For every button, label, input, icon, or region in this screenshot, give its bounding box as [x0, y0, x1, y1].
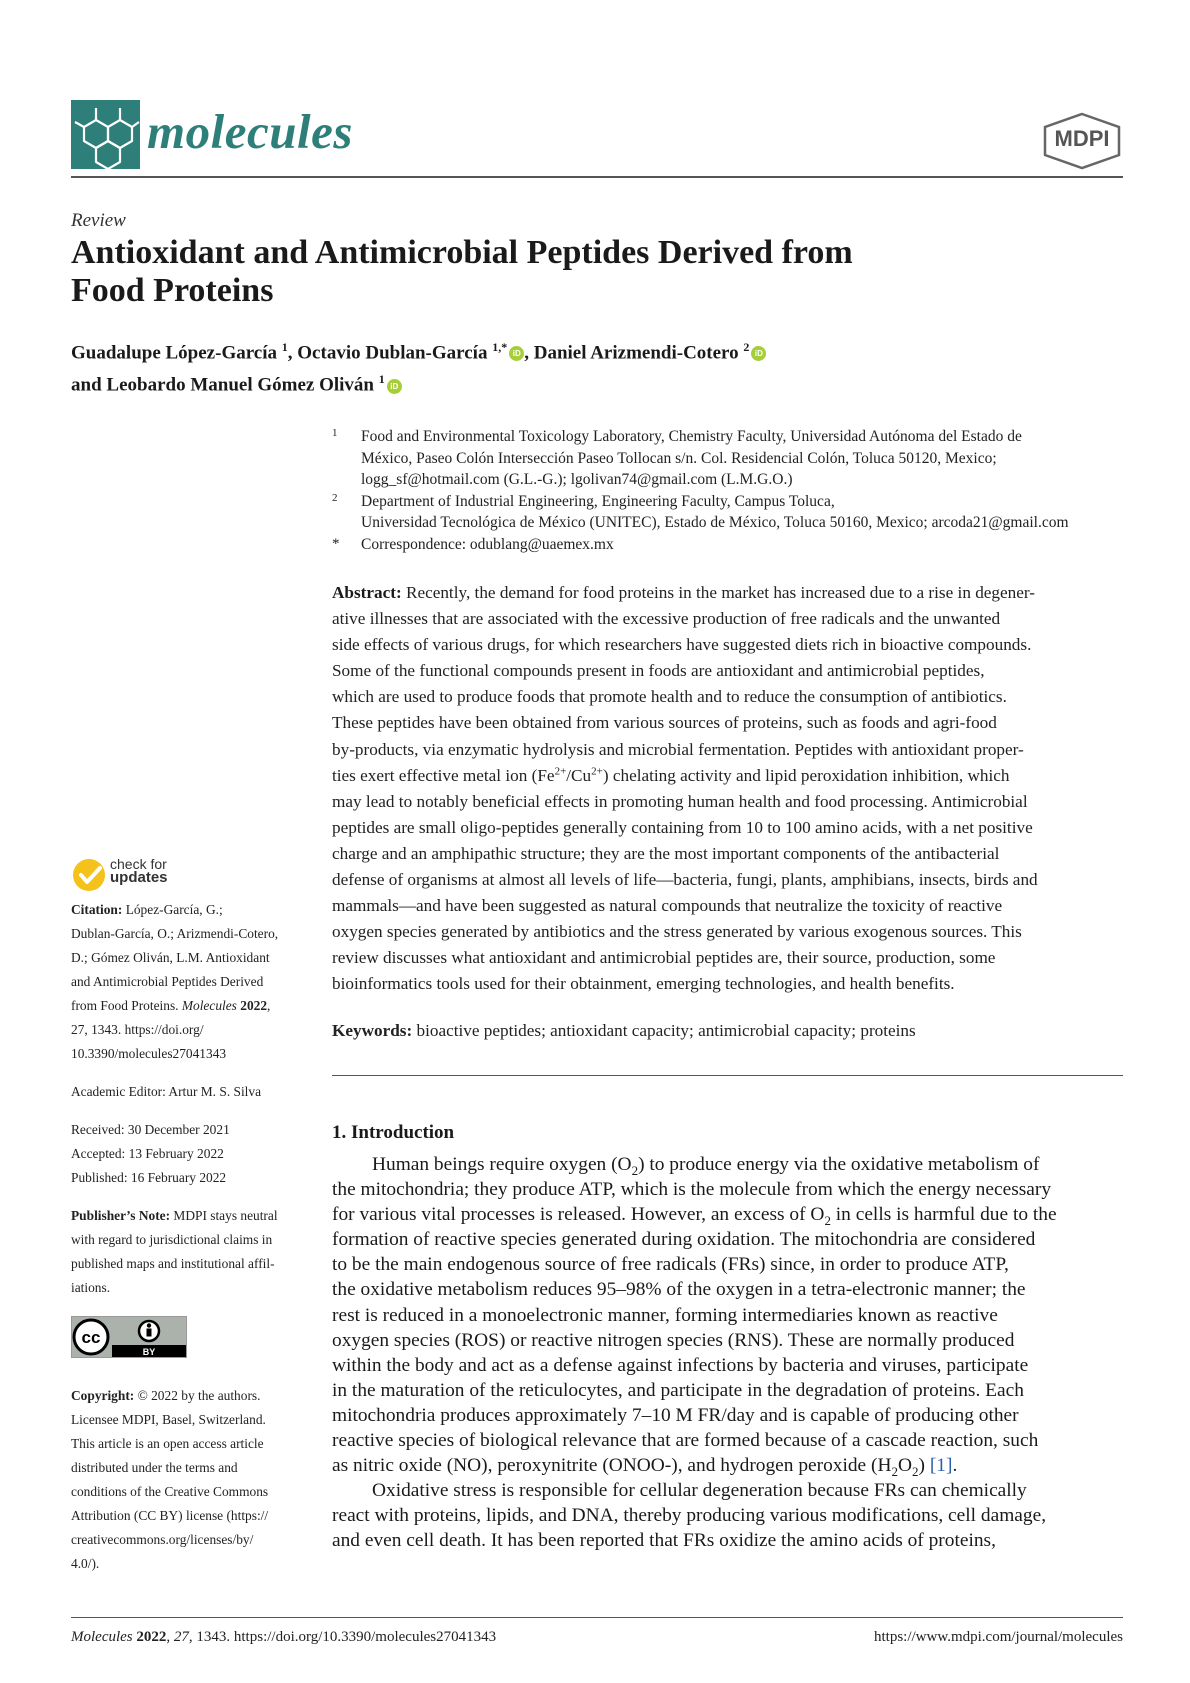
abstract-line	[332, 632, 1122, 658]
keywords	[332, 1021, 1122, 1041]
body-text: for various vital processes is released. However, an excess of O	[332, 1204, 825, 1226]
paragraph-line	[332, 1403, 1122, 1428]
section-heading: 1. Introduction	[332, 1122, 455, 1143]
article-title	[71, 234, 1071, 310]
author-name[interactable]: Octavio Dublan-García	[297, 342, 488, 364]
paragraph-line	[332, 1378, 1122, 1403]
academic-editor: Academic Editor: Artur M. S. Silva	[71, 1084, 262, 1099]
affiliation-marker: 1	[378, 372, 385, 387]
publisher-note-text: with regard to jurisdictional claims in	[71, 1232, 273, 1247]
author-name[interactable]: Guadalupe López-García	[71, 342, 278, 364]
abstract-text: These peptides have been obtained from various sources of proteins, such as foods and agri-food	[332, 713, 997, 733]
copyright-line	[71, 1480, 307, 1504]
paragraph-line	[332, 1353, 1122, 1378]
affiliation-line: Food and Environmental Toxicology Laboratory, Chemistry Faculty, Universidad Autónoma del Estado de	[361, 428, 1022, 445]
abstract-divider	[332, 1075, 1123, 1076]
abstract-text: side effects of various drugs, for which researchers have suggested diets rich in bioactive compounds.	[332, 635, 1032, 655]
copyright-line	[71, 1384, 307, 1408]
publisher-note-text: published maps and institutional affil-	[71, 1256, 275, 1271]
citation-line	[71, 898, 307, 922]
publisher-name: MDPI	[1054, 126, 1110, 151]
ion-charge: 2+	[554, 764, 567, 777]
subscript: 2	[891, 1464, 898, 1479]
body-text: rest is reduced in a monoelectronic manner, forming intermediaries known as reactive	[332, 1304, 998, 1326]
footer-journal-url[interactable]: https://www.mdpi.com/journal/molecules	[874, 1629, 1123, 1645]
abstract-text: Some of the functional compounds present in foods are antioxidant and antimicrobial peptides,	[332, 661, 985, 681]
paragraph-line	[332, 1328, 1122, 1353]
footer-volume: 27	[173, 1629, 189, 1645]
abstract-text: by-products, via enzymatic hydrolysis and microbial fermentation. Peptides with antioxidant proper-	[332, 739, 1024, 759]
paragraph-line	[332, 1303, 1122, 1328]
abstract-line	[332, 815, 1122, 841]
affiliation-line: Correspondence: odublang@uaemex.mx	[361, 535, 614, 553]
paragraph-line	[332, 1252, 1122, 1277]
orcid-icon[interactable]: iD	[751, 346, 766, 361]
abstract-text: ) chelating activity and lipid peroxidation inhibition, which	[602, 765, 1010, 785]
body-text: Human beings require oxygen (O	[372, 1154, 632, 1175]
affiliation-marker: 1	[281, 340, 288, 354]
body-text: in the maturation of the reticulocytes, and participate in the degradation of proteins. Each	[332, 1379, 1024, 1401]
publisher-note	[71, 1204, 307, 1300]
abstract-line	[332, 893, 1122, 919]
author-conjunction: and	[71, 374, 102, 396]
copyright-text: This article is an open access article	[71, 1436, 264, 1451]
abstract-text: mammals—and have been suggested as natural compounds that neutralize the toxicity of reactive	[332, 896, 1003, 916]
citation-journal: Molecules	[181, 998, 237, 1013]
author-list: Guadalupe López-García $^1$, Octavio Dublan-García $^{1,*}$ iD , Daniel Arizmendi-Cotero $^2$ iD and Leobardo Manuel Gómez Oliván $^1$ iD	[71, 334, 1071, 399]
abstract-line	[332, 945, 1122, 971]
abstract-line	[332, 606, 1122, 632]
abstract-line	[332, 684, 1122, 710]
subscript: 2	[912, 1464, 919, 1479]
abstract-text: ties exert effective metal ion (Fe	[332, 765, 555, 785]
body-text: oxygen species (ROS) or reactive nitrogen species (RNS). These are normally produced	[332, 1329, 1015, 1351]
paragraph-line	[332, 1528, 1122, 1553]
abstract-text: defense of organisms at almost all levels of life—bacteria, fungi, plants, amphibians, insects, birds and	[332, 870, 1038, 890]
subscript: 2	[631, 1162, 639, 1178]
copyright-text: Licensee MDPI, Basel, Switzerland.	[71, 1412, 266, 1427]
affiliations	[332, 426, 1132, 555]
sidebar	[71, 898, 307, 1576]
abstract-text: ative illnesses that are associated with the excessive production of free radicals and the unwanted	[332, 609, 1001, 629]
affiliation-mark: 2	[332, 491, 338, 504]
check-for-updates-label[interactable]	[110, 857, 168, 885]
body-text: Oxidative stress is responsible for cellular degeneration because FRs can chemically	[372, 1480, 1027, 1502]
title-line: Antioxidant and Antimicrobial Peptides Derived from	[71, 234, 853, 271]
body-text: ) to produce energy via the oxidative metabolism of	[638, 1154, 1040, 1175]
keywords-text: bioactive peptides; antioxidant capacity; antimicrobial capacity; proteins	[416, 1021, 916, 1040]
affiliation-marker: 2	[743, 340, 750, 354]
copyright-text: creativecommons.org/licenses/by/	[71, 1532, 254, 1547]
check-text-line2: updates	[110, 869, 168, 886]
keywords-label: Keywords:	[332, 1021, 413, 1040]
abstract-line	[332, 867, 1122, 893]
orcid-icon[interactable]: iD	[387, 379, 402, 394]
citation-line	[71, 994, 307, 1018]
citation-text: ,	[267, 998, 271, 1013]
copyright-line	[71, 1456, 307, 1480]
creative-commons-icon	[72, 1317, 186, 1357]
footer-citation: Molecules 2022, 27, 1343. https://doi.org/10.3390/molecules27041343	[71, 1629, 497, 1645]
citation-line	[71, 1042, 307, 1066]
citation-year: 2022	[240, 998, 268, 1013]
cc-text: cc	[81, 1328, 101, 1347]
body-text: )	[918, 1455, 930, 1477]
copyright-line	[71, 1504, 307, 1528]
copyright-text: conditions of the Creative Commons	[71, 1484, 269, 1499]
abstract-text: oxygen species generated by antibiotics and the stress generated by various exogenous sources. This	[332, 922, 1022, 942]
citation-text: 10.3390/molecules27041343	[71, 1046, 227, 1061]
abstract-label: Abstract:	[332, 583, 402, 602]
citation-text: Dublan-García, O.; Arizmendi-Cotero,	[71, 926, 279, 941]
abstract-text: bioinformatics tools used for their obtainment, emerging technologies, and health benefits.	[332, 974, 955, 994]
abstract-text: /Cu	[566, 765, 592, 785]
ion-charge: 2+	[591, 764, 603, 777]
copyright-line	[71, 1432, 307, 1456]
body-text: to be the main endogenous source of free radicals (FRs) since, in order to produce ATP,	[332, 1254, 1009, 1276]
affiliation-item	[332, 491, 1132, 534]
abstract-line	[332, 737, 1122, 763]
paragraph-line	[332, 1202, 1122, 1227]
introduction-body	[332, 1152, 1122, 1554]
footer-doi[interactable]: , 1343. https://doi.org/10.3390/molecules27041343	[188, 1629, 497, 1645]
footer-journal: Molecules	[71, 1629, 133, 1645]
paragraph-line	[332, 1177, 1122, 1202]
citation-block	[71, 898, 307, 1066]
copyright-label: Copyright:	[71, 1388, 135, 1403]
molecule-hexagon-logo	[71, 100, 140, 169]
copyright-line	[71, 1408, 307, 1432]
by-text: BY	[142, 1347, 156, 1357]
citation-text: López-García, G.;	[125, 902, 223, 917]
copyright-line	[71, 1552, 307, 1576]
abstract-line	[332, 658, 1122, 684]
affiliation-item	[332, 426, 1132, 491]
affiliation-line: logg_sf@hotmail.com (G.L.-G.); lgolivan74@gmail.com (L.M.G.O.)	[361, 471, 793, 488]
paragraph-line	[332, 1277, 1122, 1302]
journal-name: molecules	[147, 104, 353, 159]
published-date: Published: 16 February 2022	[71, 1170, 227, 1185]
publisher-note-label: Publisher’s Note:	[71, 1208, 171, 1223]
affiliation-marker: 1,*	[492, 340, 508, 354]
affiliation-line: Department of Industrial Engineering, Engineering Faculty, Campus Toluca,	[361, 492, 835, 510]
citation-line	[71, 946, 307, 970]
check-for-updates-badge[interactable]	[71, 855, 111, 895]
abstract-line	[332, 919, 1122, 945]
header-divider	[71, 176, 1123, 178]
abstract-line	[332, 789, 1122, 815]
title-line: Food Proteins	[71, 272, 274, 309]
publisher-note-text: iations.	[71, 1280, 111, 1295]
copyright-text: © 2022 by the authors.	[137, 1388, 261, 1403]
abstract-text: Recently, the demand for food proteins in the market has increased due to a rise in degener-	[405, 583, 1035, 602]
body-text: and even cell death. It has been reported that FRs oxidize the amino acids of proteins,	[332, 1530, 996, 1552]
paragraph-line	[332, 1503, 1122, 1528]
citation-line	[71, 970, 307, 994]
body-text: react with proteins, lipids, and DNA, thereby producing various modifications, cell damage,	[332, 1505, 1047, 1527]
abstract-text: which are used to produce foods that promote health and to reduce the consumption of antibiotics.	[332, 687, 1007, 707]
footer-divider	[71, 1617, 1123, 1618]
author-name[interactable]: Daniel Arizmendi-Cotero	[533, 342, 739, 364]
orcid-icon[interactable]: iD	[509, 346, 524, 361]
body-text: the oxidative metabolism reduces 95–98% of the oxygen in a tetra-electronic manner; the	[332, 1279, 1026, 1301]
body-text: as nitric oxide (NO), peroxynitrite (ONOO-), and hydrogen peroxide (H	[332, 1455, 892, 1477]
abstract-text: peptides are small oligo-peptides generally containing from 10 to 100 amino acids, with a net positive	[332, 817, 1033, 837]
affiliation-mark: *	[332, 535, 340, 552]
citation-text: D.; Gómez Oliván, L.M. Antioxidant	[71, 950, 270, 965]
mdpi-logo[interactable]	[1041, 112, 1123, 170]
abstract-line	[332, 841, 1122, 867]
footer-year: 2022	[136, 1629, 167, 1645]
citation-text: from Food Proteins.	[71, 998, 182, 1013]
abstract	[332, 580, 1122, 998]
check-text-line1: check for	[110, 856, 167, 872]
body-text: .	[952, 1455, 958, 1477]
publisher-note-line	[71, 1252, 307, 1276]
body-text: in cells is harmful due to the	[830, 1204, 1057, 1226]
journal-logo	[71, 100, 140, 169]
abstract-text: charge and an amphipathic structure; they are the most important components of the antibacterial	[332, 843, 1000, 863]
citation-label: Citation:	[71, 902, 123, 917]
publisher-note-line	[71, 1228, 307, 1252]
affiliation-item	[332, 534, 1132, 556]
paragraph-line	[332, 1227, 1122, 1252]
citation-text: and Antimicrobial Peptides Derived	[71, 974, 264, 989]
article-type: Review	[71, 210, 126, 231]
abstract-text: may lead to notably beneficial effects in promoting human health and food processing. Antimicrobial	[332, 791, 1028, 811]
cc-by-license-badge[interactable]	[71, 1316, 187, 1358]
citation-link[interactable]: [1]	[929, 1455, 953, 1477]
paragraph-line	[332, 1152, 1122, 1177]
body-text: the mitochondria; they produce ATP, which is the molecule from which the energy necessary	[332, 1179, 1052, 1201]
affiliation-line: México, Paseo Colón Intersección Paseo Tollocan s/n. Col. Residencial Colón, Toluca 50120, Mexico;	[361, 449, 997, 467]
copyright-line	[71, 1528, 307, 1552]
citation-line	[71, 922, 307, 946]
accepted-date: Accepted: 13 February 2022	[71, 1146, 224, 1161]
check-icon	[71, 855, 111, 895]
abstract-line	[332, 763, 1122, 789]
body-text: mitochondria produces approximately 7–10 M FR/day and is capable of producing other	[332, 1404, 1019, 1426]
abstract-line	[332, 971, 1122, 997]
affiliation-mark: 1	[332, 427, 338, 439]
body-text: reactive species of biological relevance that are formed because of a cascade reaction, such	[332, 1430, 1039, 1452]
citation-line	[71, 1018, 307, 1042]
abstract-line	[332, 710, 1122, 736]
body-text: within the body and act as a defense against infections by bacteria and viruses, participate	[332, 1354, 1029, 1376]
copyright-text: 4.0/).	[71, 1556, 100, 1571]
copyright-text: Attribution (CC BY) license (https://	[71, 1508, 269, 1523]
publisher-note-line	[71, 1204, 307, 1228]
author-name[interactable]: Leobardo Manuel Gómez Oliván	[106, 374, 374, 396]
publisher-note-text: MDPI stays neutral	[173, 1208, 278, 1223]
affiliation-line: Universidad Tecnológica de México (UNITEC), Estado de México, Toluca 50160, Mexico; arcoda21@gmail.com	[361, 514, 1069, 531]
body-text: formation of reactive species generated during oxidation. The mitochondria are considered	[332, 1229, 1036, 1251]
body-text: O	[897, 1455, 912, 1477]
copyright-block	[71, 1384, 307, 1576]
copyright-text: distributed under the terms and	[71, 1460, 238, 1475]
citation-text: 27, 1343. https://doi.org/	[71, 1022, 204, 1037]
paragraph-line	[332, 1428, 1122, 1453]
paragraph-line	[332, 1478, 1122, 1503]
subscript: 2	[824, 1213, 831, 1229]
paragraph-line	[332, 1453, 1122, 1478]
publisher-note-line	[71, 1276, 307, 1300]
received-date: Received: 30 December 2021	[71, 1122, 230, 1137]
abstract-line	[332, 580, 1122, 606]
abstract-text: review discusses what antioxidant and antimicrobial peptides are, their source, production, some	[332, 948, 996, 968]
